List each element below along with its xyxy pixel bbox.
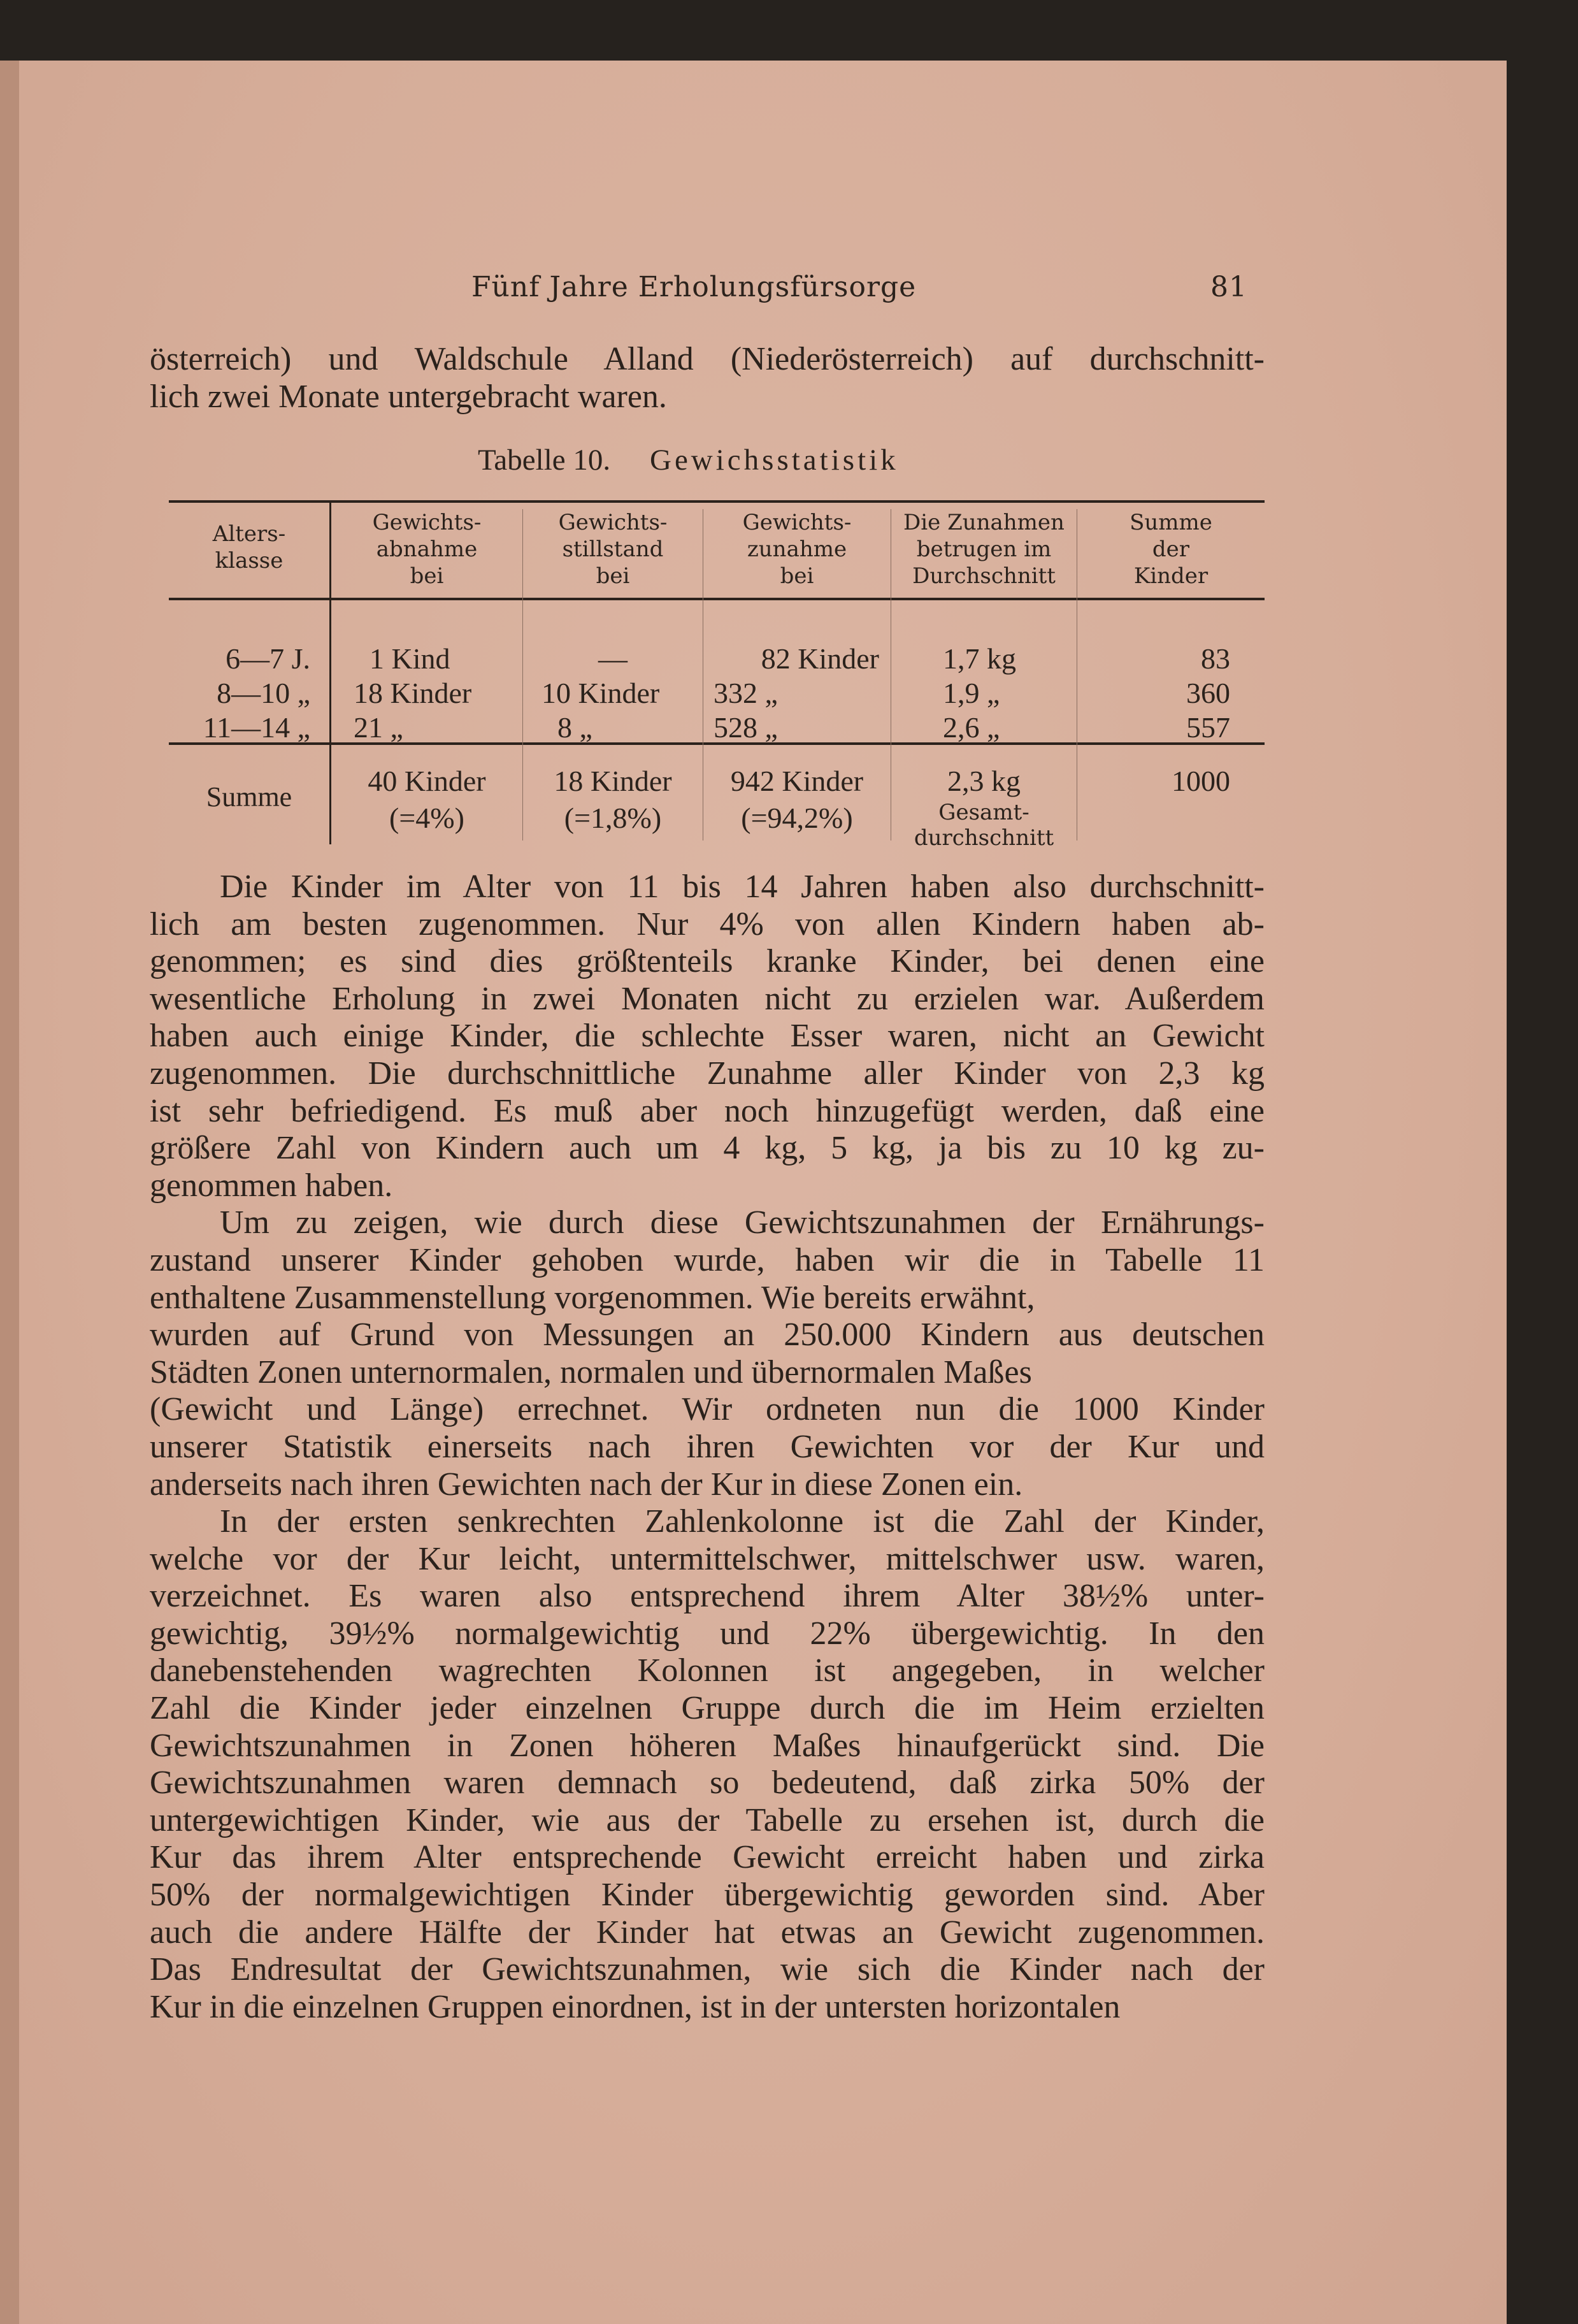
- text-line: ist sehr befriedigend. Es muß aber noch hinzugefügt werden, daß eine: [150, 1092, 1265, 1129]
- text-line: Gewichtszunahmen in Zonen höheren Maßes hinaufgerückt sind. Die: [150, 1727, 1265, 1764]
- text-line: wesentliche Erholung in zwei Monaten nicht zu erzielen war. Außerdem: [150, 980, 1265, 1017]
- text-line: danebenstehenden wagrechten Kolonnen ist angegeben, in welcher: [150, 1652, 1265, 1689]
- text-line: Gewichtszunahmen waren demnach so bedeutend, daß zirka 50% der: [150, 1765, 1265, 1801]
- text-line: unserer Statistik einerseits nach ihren Gewichten vor der Kur und: [150, 1428, 1265, 1465]
- header-line: Gewichts-: [742, 510, 852, 535]
- cell-zunahme: 82 Kinder: [761, 642, 879, 675]
- page-number: 81: [1210, 271, 1247, 303]
- text-line: untergewichtigen Kinder, wie aus der Tabelle zu ersehen ist, durch die: [150, 1801, 1265, 1838]
- header-line: bei: [780, 563, 814, 589]
- header-line: Gewichts-: [372, 510, 482, 535]
- cell-abnahme: 21 „: [354, 711, 403, 744]
- header-durchschnitt: [891, 509, 1077, 589]
- text-line: zustand unserer Kinder gehoben wurde, haben wir die in Tabelle 11: [150, 1241, 1265, 1278]
- text-line: österreich) und Waldschule Alland (Niederösterreich) auf durchschnitt-: [150, 341, 1265, 377]
- cell-stillstand: 10 Kinder: [542, 677, 660, 709]
- cell-klasse: 6—7 J.: [226, 642, 310, 675]
- text-line: lich zwei Monate untergebracht waren.: [150, 378, 667, 415]
- header-altersklasse: [169, 521, 329, 574]
- cell-summe: 360: [1186, 677, 1230, 709]
- header-line: Gewichts-: [558, 510, 668, 535]
- caption-title: Gewichsstatistik: [650, 444, 899, 477]
- text-line: genommen; es sind dies größtenteils kranke Kinder, bei denen eine: [150, 943, 1265, 980]
- cell-durchschnitt: 1,9 „: [943, 677, 1000, 709]
- header-zunahme: [703, 509, 891, 589]
- text-line: Die Kinder im Alter von 11 bis 14 Jahren haben also durchschnitt-: [220, 869, 1265, 905]
- text-line: haben auch einige Kinder, die schlechte Esser waren, nicht an Gewicht: [150, 1018, 1265, 1055]
- summary-abnahme: 40 Kinder: [368, 765, 486, 797]
- cell-zunahme: 528 „: [714, 711, 778, 744]
- book-page: [19, 61, 1507, 2324]
- header-line: abnahme: [376, 537, 478, 562]
- text-line: wurden auf Grund von Messungen an 250.000 Kindern aus deutschen: [150, 1317, 1265, 1353]
- cell-klasse: 8—10 „: [217, 677, 310, 709]
- intro-paragraph: [150, 341, 1265, 415]
- summary-durchschnitt-note: [891, 800, 1077, 851]
- cell-stillstand: —: [598, 642, 628, 675]
- text-line: Städten Zonen unternormalen, normalen und übernormalen Maßes: [150, 1353, 1032, 1390]
- cell-abnahme: 1 Kind: [369, 642, 450, 675]
- summary-summe: 1000: [1172, 765, 1230, 797]
- header-stillstand: [523, 509, 703, 589]
- summary-zunahme: 942 Kinder: [730, 765, 864, 797]
- text-line: enthaltene Zusammenstellung vorgenommen. Wie bereits erwähnt,: [150, 1279, 1035, 1316]
- cell-durchschnitt: 2,6 „: [943, 711, 1000, 744]
- note-line: durchschnitt: [914, 825, 1054, 851]
- text-line: größere Zahl von Kindern auch um 4 kg, 5 kg, ja bis zu 10 kg zu-: [150, 1130, 1265, 1167]
- text-line: 50% der normalgewichtigen Kinder übergewichtig geworden sind. Aber: [150, 1877, 1265, 1914]
- header-line: der: [1152, 537, 1190, 562]
- summary-durchschnitt: 2,3 kg: [947, 765, 1021, 797]
- note-line: Gesamt-: [938, 800, 1029, 825]
- summary-stillstand: 18 Kinder: [554, 765, 672, 797]
- weight-statistics-table: [169, 500, 1265, 857]
- text-line: Zahl die Kinder jeder einzelnen Gruppe durch die im Heim erzielten: [150, 1690, 1265, 1727]
- text-line: (Gewicht und Länge) errechnet. Wir ordneten nun die 1000 Kinder: [150, 1391, 1265, 1428]
- table-top-rule: [169, 500, 1265, 503]
- text-line: anderseits nach ihren Gewichten nach der Kur in diese Zonen ein.: [150, 1466, 1023, 1503]
- text-line: auch die andere Hälfte der Kinder hat etwas an Gewicht zugenommen.: [150, 1914, 1265, 1951]
- cell-klasse: 11—14 „: [203, 711, 310, 744]
- summary-stillstand-pct: (=1,8%): [564, 802, 662, 834]
- body-text: [150, 869, 1265, 2026]
- header-line: zunahme: [747, 537, 847, 562]
- header-line: Kinder: [1133, 563, 1209, 589]
- header-line: klasse: [215, 548, 283, 574]
- text-line: welche vor der Kur leicht, untermittelschwer, mittelschwer usw. waren,: [150, 1540, 1265, 1577]
- header-line: stillstand: [562, 537, 664, 562]
- page-edge: [0, 61, 19, 2324]
- text-line: lich am besten zugenommen. Nur 4% von allen Kindern haben ab-: [150, 906, 1265, 942]
- text-line: Kur in die einzelnen Gruppen einordnen, ist in der untersten horizontalen: [150, 1988, 1121, 2025]
- text-line: gewichtig, 39½% normalgewichtig und 22% übergewichtig. In den: [150, 1615, 1265, 1652]
- cell-summe: 557: [1186, 711, 1230, 744]
- summary-abnahme-pct: (=4%): [389, 802, 464, 834]
- text-line: Das Endresultat der Gewichtszunahmen, wie sich die Kinder nach der: [150, 1951, 1265, 1988]
- caption-lead: Tabelle 10.: [478, 444, 611, 477]
- header-abnahme: [331, 509, 522, 589]
- cell-abnahme: 18 Kinder: [354, 677, 472, 709]
- header-line: Alters-: [212, 521, 286, 547]
- summary-label: Summe: [206, 781, 292, 812]
- header-line: betrugen im: [916, 537, 1052, 562]
- header-title: Fünf Jahre Erholungsfürsorge: [471, 271, 917, 303]
- text-line: In der ersten senkrechten Zahlenkolonne ist die Zahl der Kinder,: [220, 1503, 1265, 1540]
- header-line: Summe: [1130, 510, 1212, 535]
- header-line: Durchschnitt: [912, 563, 1056, 589]
- text-line: Kur das ihrem Alter entsprechende Gewicht erreicht haben und zirka: [150, 1839, 1265, 1876]
- table-header-rule: [169, 598, 1265, 600]
- header-summe: [1077, 509, 1265, 589]
- header-line: bei: [596, 563, 630, 589]
- text-line: Um zu zeigen, wie durch diese Gewichtszunahmen der Ernährungs-: [220, 1204, 1265, 1241]
- cell-stillstand: 8 „: [557, 711, 592, 744]
- text-line: verzeichnet. Es waren also entsprechend ihrem Alter 38½% unter-: [150, 1578, 1265, 1615]
- summary-zunahme-pct: (=94,2%): [741, 802, 853, 834]
- text-line: genommen haben.: [150, 1167, 393, 1204]
- cell-summe: 83: [1201, 642, 1230, 675]
- text-line: zugenommen. Die durchschnittliche Zunahme aller Kinder von 2,3 kg: [150, 1055, 1265, 1092]
- header-line: bei: [410, 563, 444, 589]
- cell-durchschnitt: 1,7 kg: [943, 642, 1016, 675]
- cell-zunahme: 332 „: [714, 677, 778, 709]
- header-line: Die Zunahmen: [903, 510, 1065, 535]
